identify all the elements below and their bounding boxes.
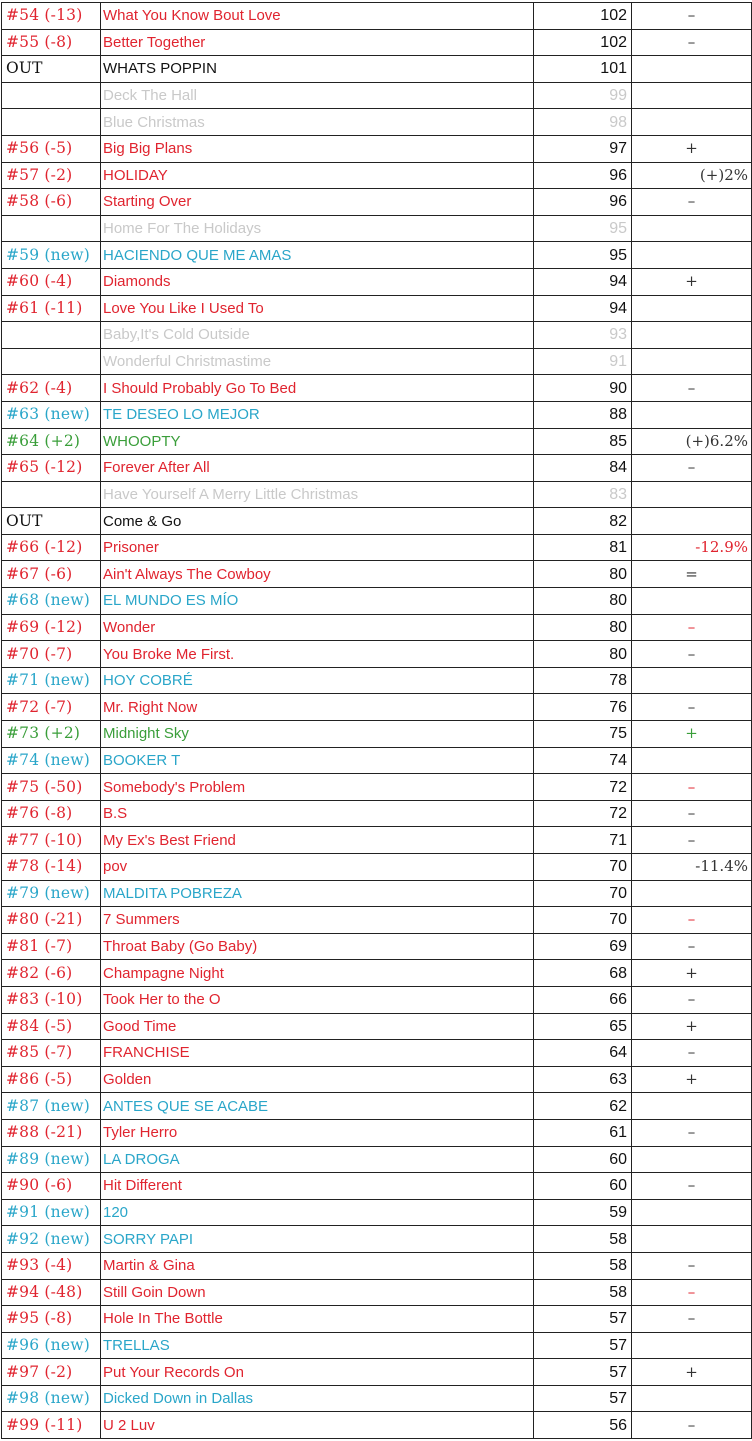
rank-cell: #81 (-7) [2,933,101,960]
song-title-cell: Come & Go [101,508,534,535]
rank-cell [2,322,101,349]
song-title-cell: U 2 Luv [101,1412,534,1439]
rank-cell [2,109,101,136]
trend-cell: + [632,721,752,748]
chart-row [2,907,752,934]
rank-cell [2,215,101,242]
points-cell: 78 [534,667,632,694]
rank-cell: #90 (-6) [2,1173,101,1200]
chart-row [2,960,752,987]
trend-cell [632,880,752,907]
rank-cell: #61 (-11) [2,295,101,322]
song-title-cell: What You Know Bout Love [101,3,534,30]
rank-cell [2,481,101,508]
points-cell: 88 [534,401,632,428]
points-cell: 102 [534,29,632,56]
rank-cell: #76 (-8) [2,800,101,827]
song-title-cell: TE DESEO LO MEJOR [101,401,534,428]
song-title-cell: Diamonds [101,268,534,295]
trend-cell [632,1385,752,1412]
points-cell: 70 [534,880,632,907]
rank-cell: #99 (-11) [2,1412,101,1439]
chart-row [2,880,752,907]
song-title-cell: Dicked Down in Dallas [101,1385,534,1412]
trend-cell: + [632,1066,752,1093]
rank-cell: #69 (-12) [2,614,101,641]
rank-cell: #67 (-6) [2,561,101,588]
points-cell: 60 [534,1173,632,1200]
rank-cell: #86 (-5) [2,1066,101,1093]
points-cell: 58 [534,1226,632,1253]
song-title-cell: Mr. Right Now [101,694,534,721]
song-title-cell: My Ex's Best Friend [101,827,534,854]
trend-cell [632,508,752,535]
rank-cell: #96 (new) [2,1332,101,1359]
rank-cell: #63 (new) [2,401,101,428]
song-title-cell: Ain't Always The Cowboy [101,561,534,588]
rank-cell: #54 (-13) [2,3,101,30]
chart-row [2,215,752,242]
trend-cell [632,109,752,136]
chart-row [2,1412,752,1439]
rank-cell: #73 (+2) [2,721,101,748]
points-cell: 57 [534,1306,632,1333]
points-cell: 70 [534,854,632,881]
trend-cell: – [632,694,752,721]
chart-row [2,1040,752,1067]
rank-cell: #78 (-14) [2,854,101,881]
chart-row [2,1385,752,1412]
trend-cell [632,1146,752,1173]
trend-cell [632,322,752,349]
rank-cell: #97 (-2) [2,1359,101,1386]
points-cell: 80 [534,641,632,668]
song-title-cell: Have Yourself A Merry Little Christmas [101,481,534,508]
chart-row [2,588,752,615]
trend-cell: – [632,1279,752,1306]
chart-row [2,3,752,30]
song-title-cell: Put Your Records On [101,1359,534,1386]
song-title-cell: B.S [101,800,534,827]
points-cell: 95 [534,242,632,269]
points-cell: 56 [534,1412,632,1439]
song-title-cell: Tyler Herro [101,1119,534,1146]
points-cell: 72 [534,774,632,801]
rank-cell: #71 (new) [2,667,101,694]
points-cell: 101 [534,56,632,83]
chart-row [2,641,752,668]
rank-cell [2,348,101,375]
chart-row [2,721,752,748]
chart-row [2,375,752,402]
rank-cell: #66 (-12) [2,534,101,561]
chart-row [2,189,752,216]
rank-cell: #75 (-50) [2,774,101,801]
trend-cell: -12.9% [632,534,752,561]
trend-cell [632,747,752,774]
points-cell: 96 [534,189,632,216]
chart-row [2,614,752,641]
chart-row [2,1146,752,1173]
points-cell: 72 [534,800,632,827]
trend-cell: + [632,1359,752,1386]
rank-cell: #65 (-12) [2,455,101,482]
song-title-cell: FRANCHISE [101,1040,534,1067]
song-title-cell: Wonderful Christmastime [101,348,534,375]
trend-cell: + [632,268,752,295]
song-title-cell: HOLIDAY [101,162,534,189]
song-title-cell: Martin & Gina [101,1252,534,1279]
chart-row [2,1226,752,1253]
rank-cell: #84 (-5) [2,1013,101,1040]
points-cell: 63 [534,1066,632,1093]
song-title-cell: Better Together [101,29,534,56]
trend-cell [632,215,752,242]
trend-cell [632,401,752,428]
rank-cell: #87 (new) [2,1093,101,1120]
points-cell: 70 [534,907,632,934]
chart-row [2,481,752,508]
chart-body [2,3,752,1439]
song-title-cell: SORRY PAPI [101,1226,534,1253]
song-title-cell: pov [101,854,534,881]
song-title-cell: WHOOPTY [101,428,534,455]
points-cell: 60 [534,1146,632,1173]
trend-cell: = [632,561,752,588]
trend-cell: – [632,189,752,216]
song-title-cell: I Should Probably Go To Bed [101,375,534,402]
chart-row [2,455,752,482]
trend-cell: + [632,1013,752,1040]
song-title-cell: Throat Baby (Go Baby) [101,933,534,960]
points-cell: 68 [534,960,632,987]
points-cell: 95 [534,215,632,242]
points-cell: 83 [534,481,632,508]
chart-row [2,109,752,136]
song-title-cell: Starting Over [101,189,534,216]
points-cell: 66 [534,986,632,1013]
chart-row [2,1279,752,1306]
rank-cell: #70 (-7) [2,641,101,668]
trend-cell [632,82,752,109]
points-cell: 57 [534,1359,632,1386]
rank-cell: #64 (+2) [2,428,101,455]
trend-cell: + [632,960,752,987]
rank-cell: #55 (-8) [2,29,101,56]
trend-cell: – [632,827,752,854]
trend-cell [632,588,752,615]
chart-row [2,1359,752,1386]
rank-cell: #77 (-10) [2,827,101,854]
trend-cell: – [632,29,752,56]
rank-cell: #98 (new) [2,1385,101,1412]
trend-cell: – [632,1119,752,1146]
chart-row [2,1013,752,1040]
points-cell: 61 [534,1119,632,1146]
points-cell: 82 [534,508,632,535]
rank-cell: #82 (-6) [2,960,101,987]
song-title-cell: Baby,It's Cold Outside [101,322,534,349]
points-cell: 91 [534,348,632,375]
chart-row [2,1306,752,1333]
trend-cell: – [632,1412,752,1439]
points-cell: 99 [534,82,632,109]
rank-cell: #91 (new) [2,1199,101,1226]
trend-cell: – [632,1040,752,1067]
points-cell: 81 [534,534,632,561]
chart-row [2,933,752,960]
rank-cell: #89 (new) [2,1146,101,1173]
song-title-cell: You Broke Me First. [101,641,534,668]
song-title-cell: ANTES QUE SE ACABE [101,1093,534,1120]
rank-cell: #79 (new) [2,880,101,907]
rank-cell: #58 (-6) [2,189,101,216]
points-cell: 90 [534,375,632,402]
chart-row [2,774,752,801]
song-title-cell: TRELLAS [101,1332,534,1359]
trend-cell: – [632,614,752,641]
trend-cell [632,242,752,269]
song-title-cell: Blue Christmas [101,109,534,136]
points-cell: 96 [534,162,632,189]
trend-cell: – [632,800,752,827]
song-title-cell: Hit Different [101,1173,534,1200]
chart-row [2,694,752,721]
song-title-cell: EL MUNDO ES MÍO [101,588,534,615]
points-cell: 58 [534,1279,632,1306]
rank-cell: #85 (-7) [2,1040,101,1067]
chart-row [2,1173,752,1200]
rank-cell: #83 (-10) [2,986,101,1013]
song-title-cell: Somebody's Problem [101,774,534,801]
points-cell: 57 [534,1385,632,1412]
chart-row [2,1093,752,1120]
trend-cell: -11.4% [632,854,752,881]
chart-row [2,1119,752,1146]
points-cell: 69 [534,933,632,960]
song-title-cell: Big Big Plans [101,135,534,162]
chart-row [2,56,752,83]
trend-cell [632,481,752,508]
chart-row [2,561,752,588]
points-cell: 80 [534,588,632,615]
points-cell: 59 [534,1199,632,1226]
chart-row [2,1199,752,1226]
rank-cell: #80 (-21) [2,907,101,934]
rank-cell: #56 (-5) [2,135,101,162]
points-cell: 65 [534,1013,632,1040]
trend-cell: – [632,1306,752,1333]
rank-cell [2,82,101,109]
trend-cell [632,1093,752,1120]
trend-cell [632,56,752,83]
rank-cell: OUT [2,56,101,83]
song-title-cell: Forever After All [101,455,534,482]
song-title-cell: HOY COBRÉ [101,667,534,694]
points-cell: 71 [534,827,632,854]
rank-cell: #92 (new) [2,1226,101,1253]
trend-cell: – [632,933,752,960]
song-title-cell: Love You Like I Used To [101,295,534,322]
song-title-cell: Hole In The Bottle [101,1306,534,1333]
song-title-cell: Still Goin Down [101,1279,534,1306]
song-title-cell: Champagne Night [101,960,534,987]
points-cell: 76 [534,694,632,721]
trend-cell: – [632,641,752,668]
chart-row [2,29,752,56]
chart-row [2,854,752,881]
chart-row [2,268,752,295]
chart-row [2,827,752,854]
rank-cell: #95 (-8) [2,1306,101,1333]
points-cell: 85 [534,428,632,455]
chart-row [2,1332,752,1359]
points-cell: 98 [534,109,632,136]
rank-cell: #88 (-21) [2,1119,101,1146]
song-title-cell: LA DROGA [101,1146,534,1173]
points-cell: 75 [534,721,632,748]
rank-cell: #74 (new) [2,747,101,774]
points-cell: 57 [534,1332,632,1359]
trend-cell: – [632,986,752,1013]
rank-cell: #60 (-4) [2,268,101,295]
points-cell: 64 [534,1040,632,1067]
chart-row [2,428,752,455]
rank-cell: #57 (-2) [2,162,101,189]
points-cell: 62 [534,1093,632,1120]
rank-cell: #62 (-4) [2,375,101,402]
chart-table [1,2,752,1439]
rank-cell: #94 (-48) [2,1279,101,1306]
trend-cell: + [632,135,752,162]
chart-row [2,1252,752,1279]
song-title-cell: BOOKER T [101,747,534,774]
trend-cell: (+)2% [632,162,752,189]
song-title-cell: Midnight Sky [101,721,534,748]
chart-row [2,242,752,269]
song-title-cell: Golden [101,1066,534,1093]
trend-cell [632,1332,752,1359]
song-title-cell: Deck The Hall [101,82,534,109]
chart-row [2,401,752,428]
trend-cell: – [632,455,752,482]
chart-row [2,534,752,561]
trend-cell: – [632,907,752,934]
chart-row [2,82,752,109]
points-cell: 97 [534,135,632,162]
points-cell: 58 [534,1252,632,1279]
rank-cell: #72 (-7) [2,694,101,721]
song-title-cell: Home For The Holidays [101,215,534,242]
rank-cell: #93 (-4) [2,1252,101,1279]
chart-row [2,322,752,349]
chart-row [2,135,752,162]
song-title-cell: HACIENDO QUE ME AMAS [101,242,534,269]
points-cell: 102 [534,3,632,30]
song-title-cell: Took Her to the O [101,986,534,1013]
song-title-cell: Prisoner [101,534,534,561]
trend-cell [632,295,752,322]
rank-cell: #59 (new) [2,242,101,269]
trend-cell [632,348,752,375]
trend-cell [632,1226,752,1253]
chart-row [2,295,752,322]
chart-row [2,162,752,189]
points-cell: 94 [534,295,632,322]
points-cell: 74 [534,747,632,774]
trend-cell: (+)6.2% [632,428,752,455]
chart-row [2,1066,752,1093]
chart-row [2,348,752,375]
points-cell: 80 [534,561,632,588]
song-title-cell: 7 Summers [101,907,534,934]
points-cell: 93 [534,322,632,349]
points-cell: 80 [534,614,632,641]
chart-row [2,986,752,1013]
song-title-cell: Wonder [101,614,534,641]
points-cell: 94 [534,268,632,295]
song-title-cell: 120 [101,1199,534,1226]
chart-row [2,800,752,827]
trend-cell: – [632,1252,752,1279]
song-title-cell: MALDITA POBREZA [101,880,534,907]
song-title-cell: WHATS POPPIN [101,56,534,83]
rank-cell: OUT [2,508,101,535]
trend-cell: – [632,3,752,30]
rank-cell: #68 (new) [2,588,101,615]
points-cell: 84 [534,455,632,482]
chart-row [2,508,752,535]
trend-cell [632,1199,752,1226]
trend-cell: – [632,1173,752,1200]
trend-cell [632,667,752,694]
song-title-cell: Good Time [101,1013,534,1040]
trend-cell: – [632,774,752,801]
trend-cell: – [632,375,752,402]
chart-row [2,747,752,774]
chart-row [2,667,752,694]
